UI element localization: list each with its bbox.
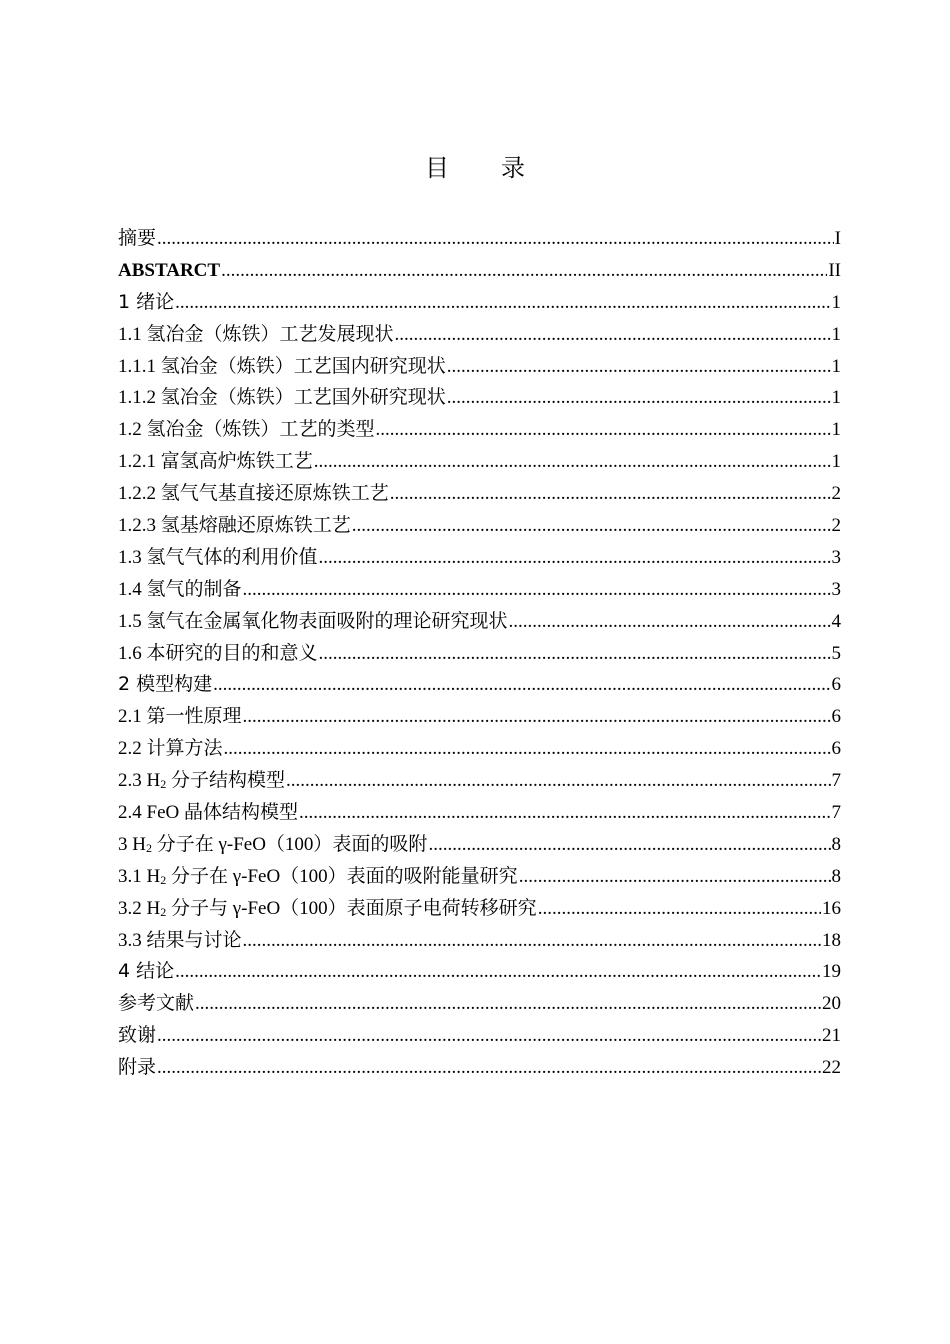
toc-leader-dots xyxy=(243,925,821,957)
toc-entry-label: 3.3 结果与讨论 xyxy=(118,929,242,951)
toc-entry-page: I xyxy=(834,228,841,249)
toc-entry-page: 3 xyxy=(831,578,841,600)
toc-entry-references[interactable] xyxy=(118,988,841,1020)
toc-entry-page: 1 xyxy=(831,419,841,441)
toc-entry-1-1-1[interactable] xyxy=(118,351,841,383)
toc-leader-dots xyxy=(509,606,831,638)
toc-leader-dots xyxy=(213,669,830,701)
subscript-two: 2 xyxy=(145,840,152,855)
toc-entry-page: 4 xyxy=(831,610,841,632)
toc-entry-label: 1.3 氢气气体的利用价值 xyxy=(118,546,318,568)
toc-leader-dots xyxy=(195,988,821,1020)
toc-title xyxy=(0,148,950,183)
toc-entry-label: 1.4 氢气的制备 xyxy=(118,578,242,600)
toc-entry-page: 8 xyxy=(831,865,841,887)
toc-entry-label: 1.1.1 氢冶金（炼铁）工艺国内研究现状 xyxy=(118,355,446,377)
toc-entry-abstract-en[interactable] xyxy=(118,255,841,287)
toc-entry-page: 6 xyxy=(831,674,841,696)
toc-entry-label: 2.4 FeO 晶体结构模型 xyxy=(118,802,298,824)
label-suffix: 分子结构模型 xyxy=(166,770,285,792)
toc-entry-page: 16 xyxy=(822,897,841,919)
toc-entry-page: 3 xyxy=(831,546,841,568)
toc-entry-1-1[interactable] xyxy=(118,319,841,351)
toc-entry-1-3[interactable] xyxy=(118,542,841,574)
toc-entry-page: 6 xyxy=(831,706,841,728)
toc-title-char-1: 目 xyxy=(425,154,449,182)
toc-entry-page: 5 xyxy=(831,642,841,664)
toc-entry-label: 1.1.2 氢冶金（炼铁）工艺国外研究现状 xyxy=(118,387,446,409)
toc-entry-label: 2 模型构建 xyxy=(118,673,213,696)
toc-entry-label: 2.1 第一性原理 xyxy=(118,706,242,728)
toc-entry-label: 1.2.1 富氢高炉炼铁工艺 xyxy=(118,451,313,473)
toc-entry-page: 1 xyxy=(831,323,841,345)
toc-entry-page: 2 xyxy=(831,515,841,537)
toc-entry-label: 1.2.3 氢基熔融还原炼铁工艺 xyxy=(118,515,351,537)
toc-entry-label: 1.1 氢冶金（炼铁）工艺发展现状 xyxy=(118,323,394,345)
toc-leader-dots xyxy=(314,446,831,478)
toc-entry-3-3[interactable] xyxy=(118,925,841,957)
toc-leader-dots xyxy=(157,223,834,255)
toc-entry-label: 1.2.2 氢气气基直接还原炼铁工艺 xyxy=(118,483,389,505)
subscript-two: 2 xyxy=(160,872,167,887)
toc-leader-dots xyxy=(352,510,831,542)
toc-leader-dots xyxy=(538,893,821,925)
label-prefix: 3.1 H xyxy=(118,865,161,887)
toc-entry-page: 22 xyxy=(822,1057,841,1079)
label-prefix: 3.2 H xyxy=(118,897,161,919)
label-suffix: 分子在 γ-FeO（100）表面的吸附能量研究 xyxy=(166,865,518,887)
subscript-two: 2 xyxy=(160,904,167,919)
label-prefix: 2.3 H xyxy=(118,770,161,792)
toc-leader-dots xyxy=(224,733,831,765)
toc-entry-page: 1 xyxy=(831,387,841,409)
toc-entry-2-4[interactable] xyxy=(118,797,841,829)
toc-entry-page: 1 xyxy=(831,355,841,377)
toc-entry-2-1[interactable] xyxy=(118,701,841,733)
toc-entry-label: 4 结论 xyxy=(118,960,175,983)
toc-entry-1-2[interactable] xyxy=(118,414,841,446)
toc-entry-label xyxy=(118,893,537,929)
toc-entry-2-2[interactable] xyxy=(118,733,841,765)
toc-leader-dots xyxy=(175,956,821,988)
toc-leader-dots xyxy=(243,574,831,606)
toc-entry-label: 1.5 氢气在金属氧化物表面吸附的理论研究现状 xyxy=(118,610,508,632)
toc-entry-label: 2.2 计算方法 xyxy=(118,738,223,760)
label-suffix: 分子与 γ-FeO（100）表面原子电荷转移研究 xyxy=(166,897,537,919)
toc-entry-label xyxy=(118,829,427,865)
toc-entry-1-2-1[interactable] xyxy=(118,446,841,478)
toc-entry-page: 6 xyxy=(831,738,841,760)
toc-entry-1-4[interactable] xyxy=(118,574,841,606)
toc-entry-3-1[interactable] xyxy=(118,861,841,893)
toc-entry-page: 7 xyxy=(831,802,841,824)
toc-entry-page: 19 xyxy=(822,961,841,983)
toc-entry-chapter-4[interactable] xyxy=(118,956,841,988)
toc-entry-label: 1.2 氢冶金（炼铁）工艺的类型 xyxy=(118,419,375,441)
toc-leader-dots xyxy=(447,351,831,383)
label-prefix: 3 H xyxy=(118,833,146,855)
toc-title-char-2: 录 xyxy=(501,154,525,182)
toc-list xyxy=(118,223,841,1084)
toc-leader-dots xyxy=(376,414,831,446)
toc-entry-label xyxy=(118,765,285,801)
toc-entry-page: 1 xyxy=(831,451,841,473)
toc-entry-acknowledgements[interactable] xyxy=(118,1020,841,1052)
toc-leader-dots xyxy=(299,797,831,829)
label-suffix: 分子在 γ-FeO（100）表面的吸附 xyxy=(151,833,428,855)
toc-leader-dots xyxy=(395,319,831,351)
toc-leader-dots xyxy=(157,1052,821,1084)
toc-entry-page: 18 xyxy=(822,929,841,951)
toc-entry-page: 20 xyxy=(822,993,841,1015)
toc-entry-label: 参考文献 xyxy=(118,992,195,1015)
toc-entry-chapter-1[interactable] xyxy=(118,287,841,319)
toc-entry-1-2-2[interactable] xyxy=(118,478,841,510)
toc-leader-dots xyxy=(519,861,831,893)
toc-leader-dots xyxy=(243,701,831,733)
toc-entry-appendix[interactable] xyxy=(118,1052,841,1084)
toc-entry-1-1-2[interactable] xyxy=(118,382,841,414)
toc-entry-label: ABSTARCT xyxy=(118,259,221,281)
toc-entry-2-3[interactable] xyxy=(118,765,841,797)
toc-entry-1-6[interactable] xyxy=(118,638,841,670)
toc-leader-dots xyxy=(447,382,831,414)
toc-entry-label: 1 绪论 xyxy=(118,290,175,313)
toc-entry-chapter-3[interactable] xyxy=(118,829,841,861)
toc-leader-dots xyxy=(319,638,831,670)
toc-leader-dots xyxy=(157,1020,821,1052)
toc-entry-3-2[interactable] xyxy=(118,893,841,925)
toc-entry-1-2-3[interactable] xyxy=(118,510,841,542)
toc-entry-label xyxy=(118,861,518,897)
toc-entry-label: 致谢 xyxy=(118,1024,157,1047)
toc-entry-page: 7 xyxy=(831,770,841,792)
toc-entry-page: 1 xyxy=(831,291,841,313)
toc-entry-label: 摘要 xyxy=(118,227,157,249)
toc-leader-dots xyxy=(221,255,827,287)
toc-entry-label: 附录 xyxy=(118,1056,157,1079)
toc-leader-dots xyxy=(390,478,831,510)
toc-entry-abstract-cn[interactable] xyxy=(118,223,841,255)
toc-entry-chapter-2[interactable] xyxy=(118,669,841,701)
toc-entry-page: 8 xyxy=(831,833,841,855)
toc-leader-dots xyxy=(428,829,830,861)
subscript-two: 2 xyxy=(160,777,167,792)
toc-leader-dots xyxy=(286,765,831,797)
toc-entry-page: II xyxy=(828,259,841,281)
toc-entry-page: 2 xyxy=(831,483,841,505)
toc-leader-dots xyxy=(175,287,830,319)
toc-leader-dots xyxy=(319,542,831,574)
toc-entry-1-5[interactable] xyxy=(118,606,841,638)
toc-entry-page: 21 xyxy=(822,1025,841,1047)
toc-entry-label: 1.6 本研究的目的和意义 xyxy=(118,642,318,664)
